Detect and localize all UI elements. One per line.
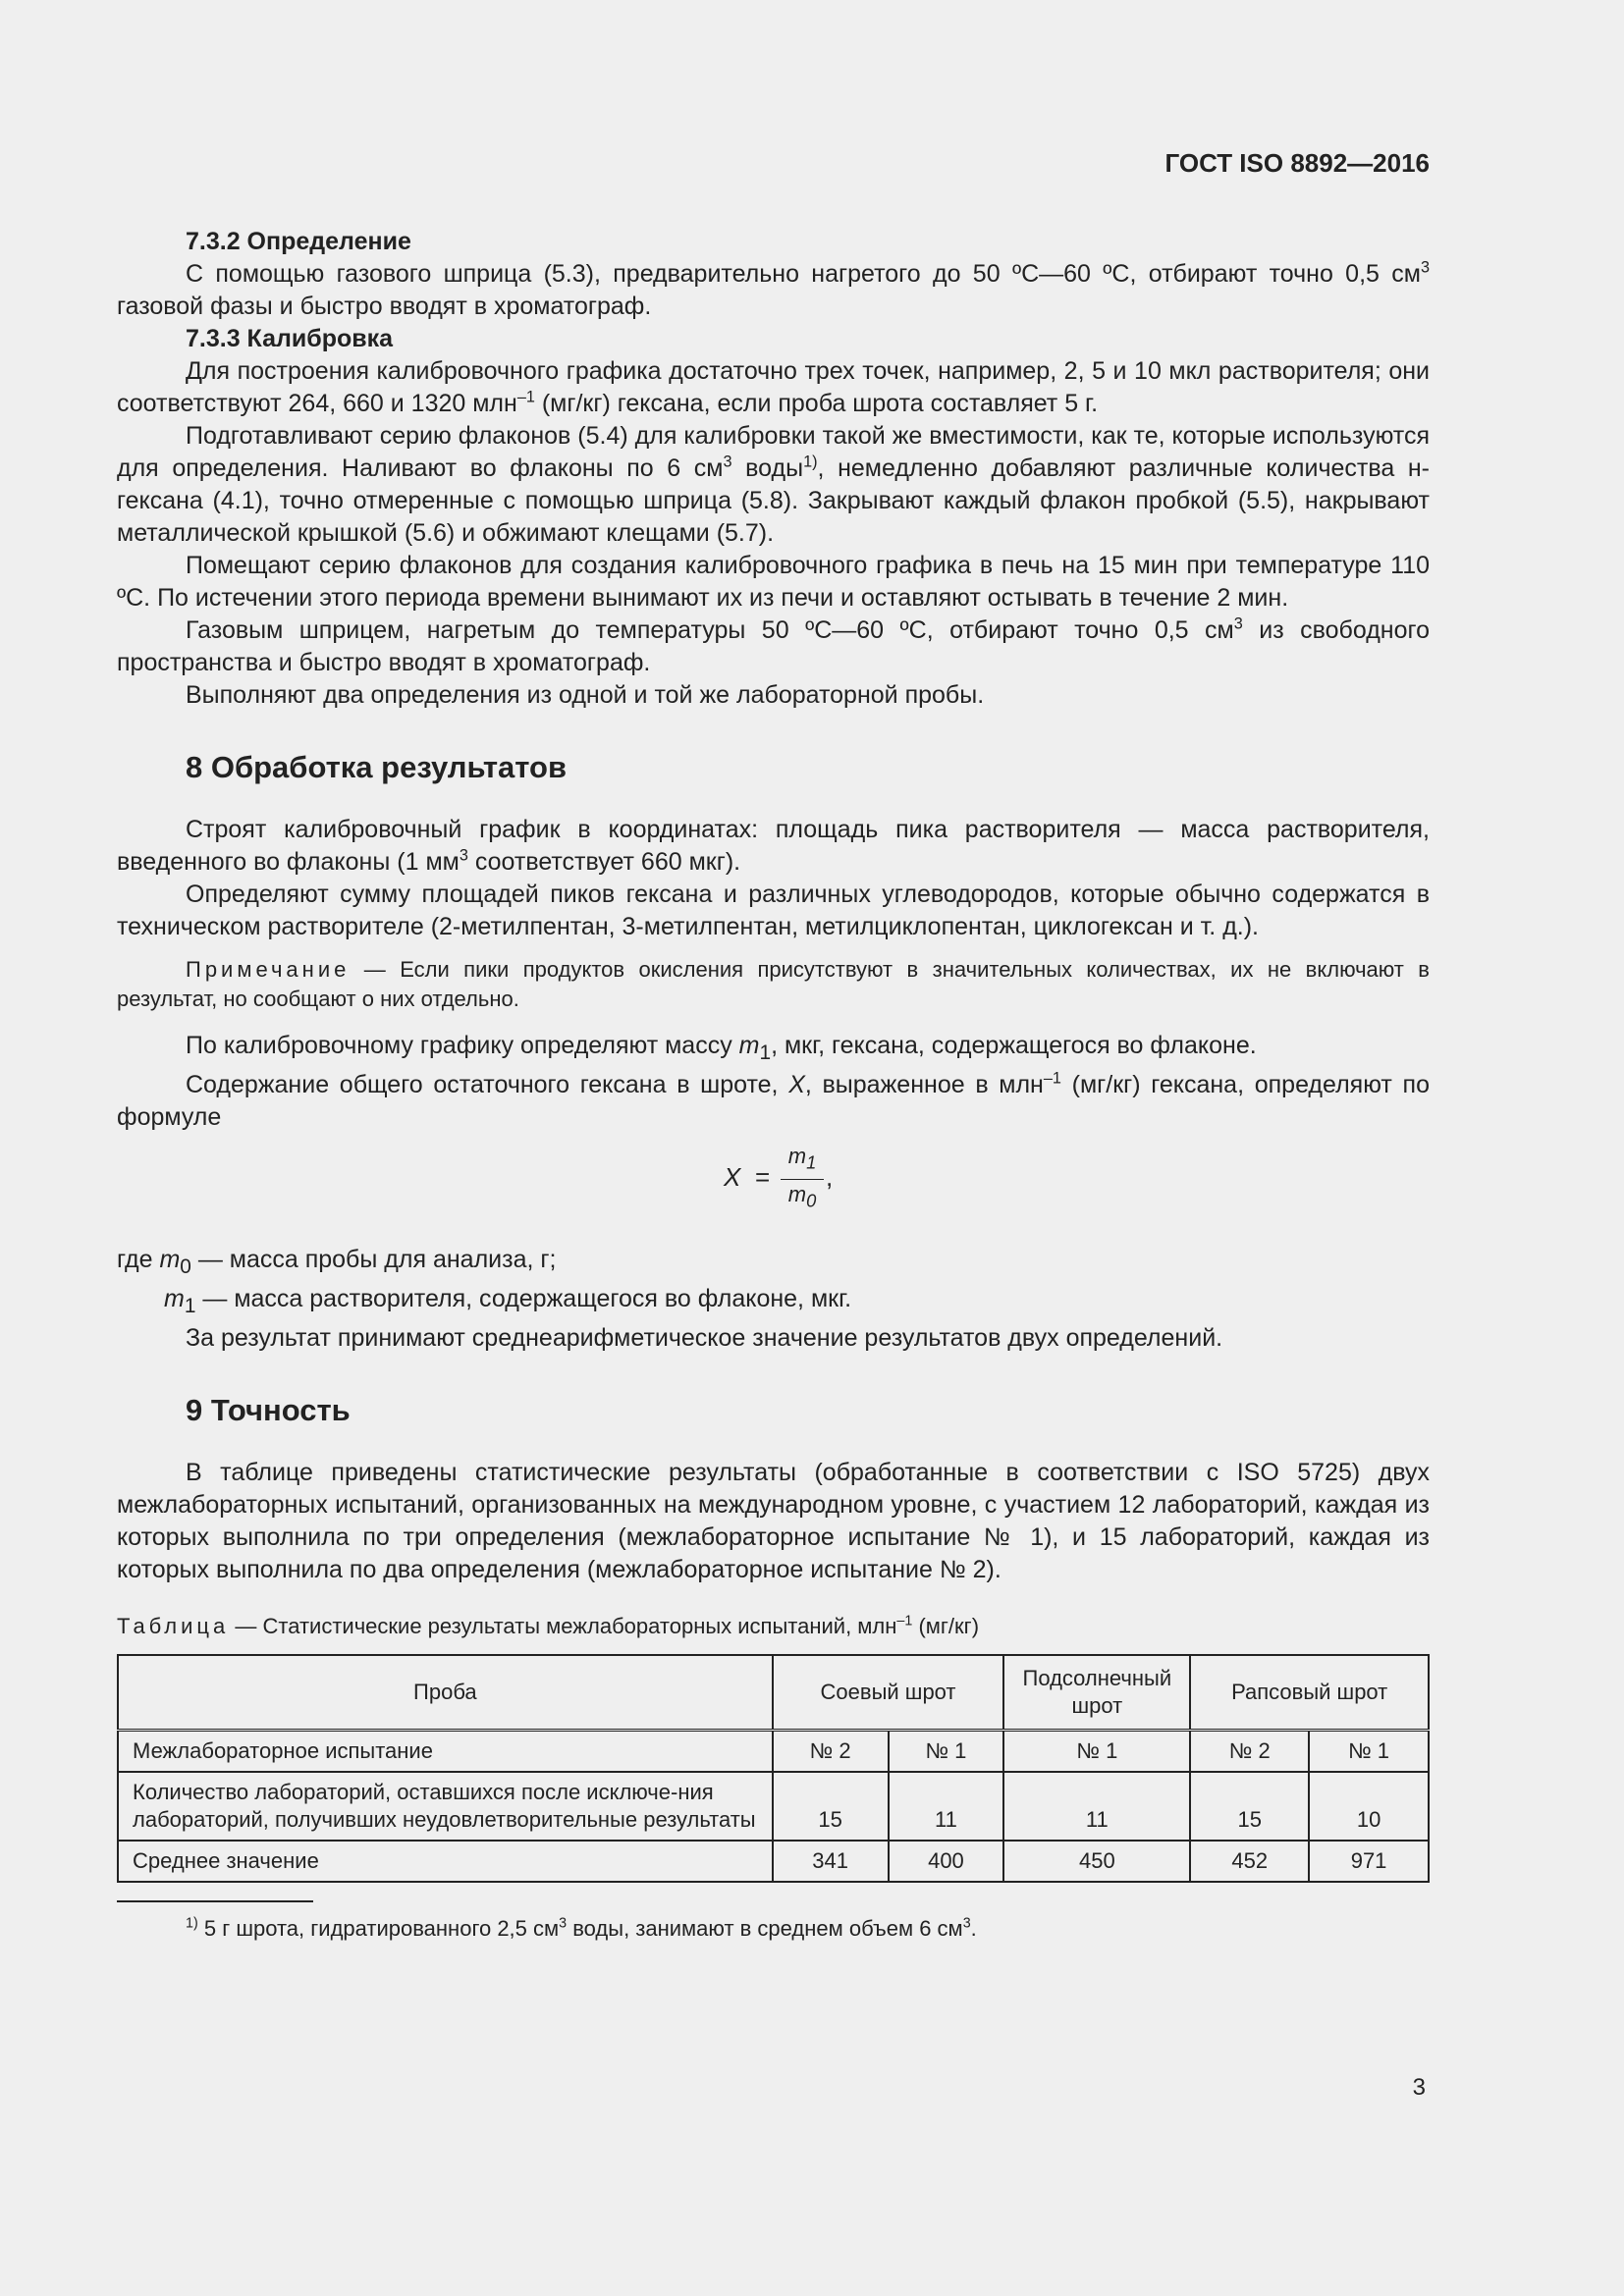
paragraph: Определяют сумму площадей пиков гексана и различных углеводородов, которые обычно содержатся в техническом растворителе (2-метилпентан, 3-метилпентан, метилциклопентан, циклогексан и т. д.). [117,881,1430,940]
paragraph: За результат принимают среднеарифметическое значение результатов двух определений. [186,1324,1223,1352]
table-row [118,1731,1429,1773]
footnote-marker: 1) [803,453,818,471]
section-9-title: 9 Точность [186,1393,351,1427]
formula-equals: = [755,1162,771,1192]
table-cell: 11 [889,1772,1004,1841]
paragraph: Выполняют два определения из одной и той же лабораторной пробы. [186,681,985,709]
paragraph: В таблице приведены статистические результаты (обработанные в соответствии с ISO 5725) двух межлабораторных испытаний, организованных на международном уровне, с участием 12 лабораторий, каждая из которых выполнила по три определения (межлабораторное испытание № 1), и 15 лабораторий, каждая из которых выполнила по два определения (межлабораторное испытание № 2). [117,1459,1430,1583]
note: Примечание — Если пики продуктов окисления присутствуют в значительных количествах, их не включают в результат, но сообщают о них отдельно. [117,957,1430,1011]
header-cell: Проба [118,1655,773,1731]
table-cell: № 2 [1190,1731,1309,1773]
section-7-3-2-title: 7.3.2 Определение [186,228,411,255]
row-label: Количество лабораторий, оставшихся после исключе-ния лабораторий, получивших неудовлетворительные результаты [118,1772,773,1841]
document-header: ГОСТ ISO 8892—2016 [1164,148,1430,178]
results-table [117,1654,1430,1883]
page-content [117,226,1430,1945]
table-header-row [118,1655,1429,1731]
section-7-3-3-title: 7.3.3 Калибровка [186,325,394,352]
table-cell: 10 [1309,1772,1429,1841]
paragraph: Для построения калибровочного графика достаточно трех точек, например, 2, 5 и 10 мкл растворителя; они соответствуют 264, 660 и 1320 млн$^{-1}$ (мг/кг) гексана, если проба шрота составляет 5 г. [117,357,1430,417]
table-cell: № 1 [889,1731,1004,1773]
table-cell: № 1 [1309,1731,1429,1773]
footnote: $^{1)}$ 5 г шрота, гидратированного 2,5 $см^3$ воды, занимают в среднем объем 6 $см^3$. [186,1915,977,1941]
page-number: 3 [1412,2074,1426,2101]
where-clause: $m_1$ — масса растворителя, содержащегося во флаконе, мкг. [164,1285,852,1317]
table-caption: Таблица — Статистические результаты межлабораторных испытаний, млн$^{-1}$ (мг/кг) [117,1613,980,1638]
formula-numerator: $m_1$ [781,1142,824,1180]
paragraph: С помощью газового шприца (5.3), предварительно нагретого до 50 ºC—60 ºC, отбирают точно 0,5 $см^3$ газовой фазы и быстро вводят в хроматограф. [117,258,1430,320]
table-cell: 450 [1003,1841,1190,1882]
formula-lhs: X [724,1162,741,1192]
footnote-divider [117,1900,313,1902]
where-clause: где $m_0$ — масса пробы для анализа, г; [117,1246,557,1278]
table-cell: № 1 [1003,1731,1190,1773]
note-label: Примечание [186,957,351,982]
paragraph: По калибровочному графику определяют массу $m_1$, мкг, гексана, содержащегося во флаконе. [186,1032,1257,1064]
table-cell: 971 [1309,1841,1429,1882]
table-row [118,1772,1429,1841]
paragraph: Содержание общего остаточного гексана в шроте, X, выраженное в млн$^{-1}$ (мг/кг) гексана, определяют по формуле [117,1069,1430,1131]
formula-denominator: $m_0$ [787,1182,817,1211]
table-cell: 15 [773,1772,889,1841]
table-cell: 15 [1190,1772,1309,1841]
header-cell: Соевый шрот [773,1655,1004,1731]
paragraph: Помещают серию флаконов для создания калибровочного графика в печь на 15 мин при температуре 110 ºC. По истечении этого периода времени вынимают их из печи и оставляют остывать в течение 2 мин. [117,552,1430,612]
formula-fraction [781,1142,824,1216]
table-row [118,1841,1429,1882]
paragraph: Подготавливают серию флаконов (5.4) для калибровки такой же вместимости, как те, которые используются для определения. Наливают во флаконы по 6 $см^3$ воды$^{1)}$, немедленно добавляют различные количества н-гексана (4.1), точно отмеренные с помощью шприца (5.8). Закрывают каждый флакон пробкой (5.5), накрывают металлической крышкой (5.6) и обжимают клещами (5.7). [117,422,1430,547]
paragraph: Газовым шприцем, нагретым до температуры 50 ºC—60 ºC, отбирают точно 0,5 $см^3$ из свободного пространства и быстро вводят в хроматограф. [117,614,1430,676]
paragraph: Строят калибровочный график в координатах: площадь пика растворителя — масса растворителя, введенного во флаконы (1 $мм^3$ соответствует 660 мкг). [117,816,1430,876]
formula: X = $\frac{m_1}{m_0}$ , [117,1142,1430,1240]
table-cell: 341 [773,1841,889,1882]
table-cell: 400 [889,1841,1004,1882]
header-cell: Подсолнечный шрот [1003,1655,1190,1731]
row-label: Межлабораторное испытание [118,1731,773,1773]
section-8-title: 8 Обработка результатов [186,750,568,784]
table-cell: 452 [1190,1841,1309,1882]
header-cell: Рапсовый шрот [1190,1655,1429,1731]
table-cell: 11 [1003,1772,1190,1841]
row-label: Среднее значение [118,1841,773,1882]
table-cell: № 2 [773,1731,889,1773]
